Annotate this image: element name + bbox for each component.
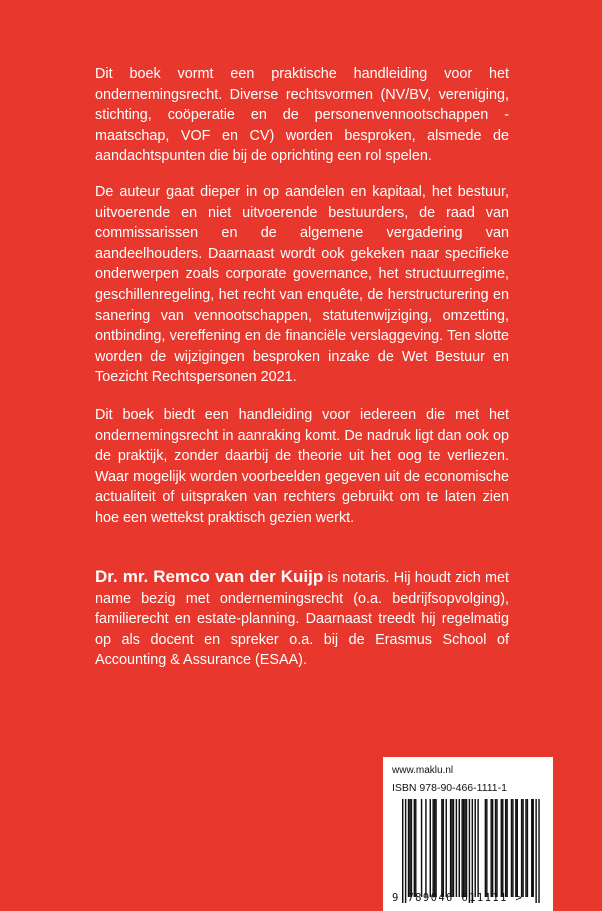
- description-paragraph-2: De auteur gaat dieper in op aandelen en kapitaal, het bestuur, uitvoerende en niet uitvoerende bestuurders, de raad van commissarissen en de algemene vergadering van aandeelhouders. Daarnaast wordt ook gekeken naar specifieke onderwerpen zoals corporate governance, het structuurregime, geschillenregeling, het recht van enquête, de herstructurering en sanering van vennootschappen, statutenwijziging, omzetting, ontbinding, vereffening en de financiële verslaggeving. Ten slotte worden de wijzigingen besproken inzake de Wet Bestuur en Toezicht Rechtspersonen 2021.: [95, 184, 509, 386]
- barcode-bar: [531, 799, 532, 897]
- barcode-bar: [486, 799, 487, 897]
- barcode-guard-bar: [472, 799, 473, 903]
- author-bio-text: is notaris. Hij houdt zich met name bezig met ondernemingsrecht (o.a. bedrijfsopvolging), familierecht en estate-planning. Daarnaast treedt hij regelmatig op als docent en spreker o.a. bij de Erasmus School of Accounting & Assurance (ESAA).: [95, 570, 509, 669]
- barcode-bar: [459, 799, 460, 897]
- barcode-bar: [450, 799, 451, 897]
- barcode-bar: [501, 799, 502, 897]
- barcode-bar: [415, 799, 416, 897]
- barcode-bar: [463, 799, 464, 897]
- barcode-bar: [456, 799, 457, 897]
- barcode-digits: 9 789046 611111 >: [392, 892, 524, 904]
- barcode-bar: [409, 799, 410, 897]
- barcode-image: [392, 799, 544, 905]
- description-paragraph-1: Dit boek vormt een praktische handleiding voor het ondernemingsrecht. Diverse rechtsvormen (NV/BV, vereniging, stichting, coöperatie en de personenvennootschappen - maatschap, VOF en CV) worden besproken, alsmede de aandachtspunten die bij de oprichting een rol spelen.: [95, 66, 509, 165]
- barcode-bar: [533, 799, 534, 897]
- barcode-bar: [512, 799, 513, 897]
- barcode-bar: [451, 799, 452, 897]
- barcode-bar: [466, 799, 467, 897]
- barcode-guard-bar: [402, 799, 403, 903]
- barcode-bar: [461, 799, 462, 897]
- barcode-bar: [435, 799, 436, 897]
- author-bio: [95, 567, 509, 671]
- barcode-bar: [425, 799, 426, 897]
- barcode-bar: [421, 799, 422, 897]
- barcode-box: [383, 757, 553, 911]
- barcode-bar: [511, 799, 512, 897]
- barcode-guard-bar: [405, 799, 406, 903]
- barcode-bar: [475, 799, 476, 897]
- barcode-bar: [485, 799, 486, 897]
- barcode-bar: [441, 799, 442, 897]
- barcode-bar: [522, 799, 523, 897]
- barcode-bar: [490, 799, 491, 897]
- barcode-bar: [408, 799, 409, 897]
- barcode-bar: [443, 799, 444, 897]
- barcode-bar: [517, 799, 518, 897]
- barcode-bar: [495, 799, 496, 897]
- barcode-guard-bar: [469, 799, 470, 903]
- barcode-bar: [453, 799, 454, 897]
- barcode-bar: [432, 799, 433, 897]
- barcode-bar: [446, 799, 447, 897]
- barcode-bar: [411, 799, 412, 897]
- barcode-bar: [506, 799, 507, 897]
- barcode-bar: [434, 799, 435, 897]
- barcode-bar: [464, 799, 465, 897]
- barcode-guard-bar: [538, 799, 539, 903]
- barcode-bar: [521, 799, 522, 897]
- barcode-bar: [496, 799, 497, 897]
- barcode-bar: [492, 799, 493, 897]
- description-paragraph-3: Dit boek biedt een handleiding voor iedereen die met het ondernemingsrecht in aanraking komt. De nadruk ligt dan ook op de praktijk, zonder daarbij de theorie uit het oog te verliezen. Waar mogelijk worden voorbeelden gegeven uit de economische actualiteit of uitspraken van rechters gebruikt om te laten zien hoe een wettekst praktisch gezien werkt.: [95, 407, 509, 526]
- barcode-bar: [477, 799, 478, 897]
- isbn-number: ISBN 978-90-466-1111-1: [392, 782, 507, 794]
- barcode-bar: [527, 799, 528, 897]
- barcode-bar: [505, 799, 506, 897]
- barcode-bar: [414, 799, 415, 897]
- publisher-url: www.maklu.nl: [392, 765, 454, 776]
- barcode-bar: [515, 799, 516, 897]
- author-name: Dr. mr. Remco van der Kuijp: [95, 567, 324, 586]
- barcode-guard-bar: [535, 799, 536, 903]
- barcode-bar: [430, 799, 431, 897]
- barcode-bar: [502, 799, 503, 897]
- barcode-bar: [525, 799, 526, 897]
